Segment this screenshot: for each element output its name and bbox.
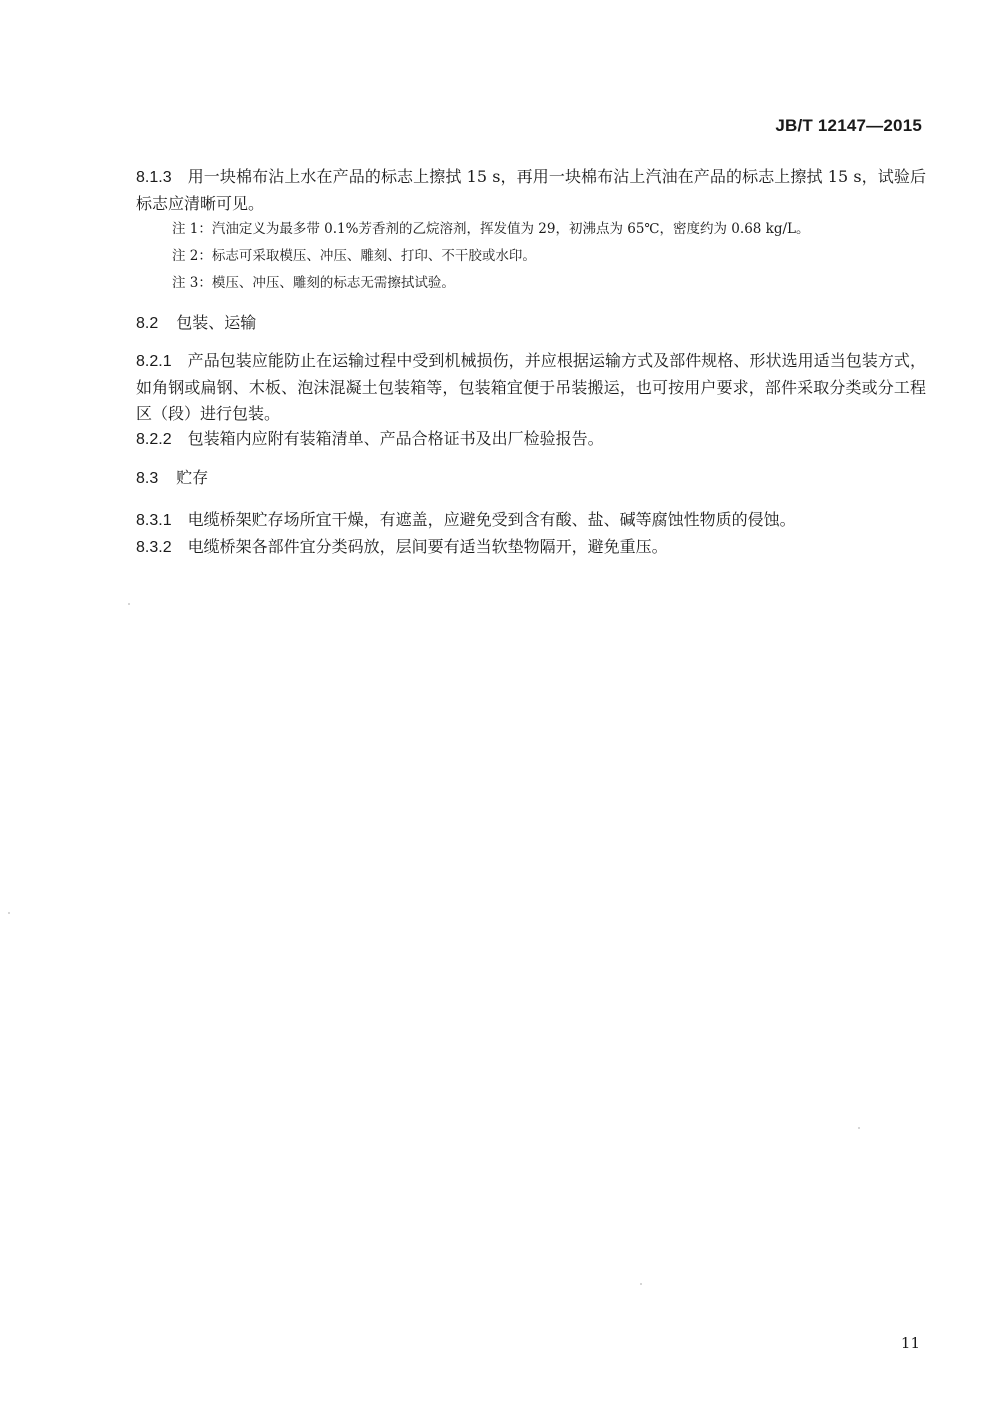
- note-text: 模压、冲压、雕刻的标志无需擦拭试验。: [211, 275, 455, 291]
- clause-number: 8.3.2: [136, 539, 172, 556]
- clause-text: 电缆桥架各部件宜分类码放，层间要有适当软垫物隔开，避免重压。: [187, 537, 668, 556]
- page-number: 11: [900, 1334, 920, 1352]
- section-title: 贮存: [176, 468, 209, 487]
- scan-speck: [640, 1283, 642, 1285]
- section-title: 包装、运输: [176, 313, 257, 332]
- clause-8-2-2: [136, 426, 926, 453]
- scan-speck: [858, 1127, 860, 1129]
- note-label: 注 1：: [172, 221, 212, 237]
- clause-text: 包装箱内应附有装箱清单、产品合格证书及出厂检验报告。: [187, 429, 604, 448]
- clause-text: 用一块棉布沾上水在产品的标志上擦拭 15 s，再用一块棉布沾上汽油在产品的标志上擦拭 15 s，试验后标志应清晰可见。: [136, 167, 926, 213]
- clause-number: 8.1.3: [136, 169, 172, 186]
- note-2: [172, 246, 932, 266]
- clause-number: 8.2.1: [136, 353, 172, 370]
- note-text: 标志可采取模压、冲压、雕刻、打印、不干胶或水印。: [211, 248, 536, 264]
- clause-number: 8.3.1: [136, 512, 172, 529]
- clause-text: 电缆桥架贮存场所宜干燥，有遮盖，应避免受到含有酸、盐、碱等腐蚀性物质的侵蚀。: [187, 510, 796, 529]
- scan-speck: [128, 603, 130, 605]
- note-text: 汽油定义为最多带 0.1%芳香剂的乙烷溶剂，挥发值为 29，初沸点为 65℃，密度约为 0.68 kg/L。: [211, 221, 810, 237]
- note-3: [172, 273, 932, 293]
- clause-number: 8.2.2: [136, 431, 172, 448]
- clause-8-3-2: [136, 534, 926, 561]
- scan-speck: [8, 912, 10, 914]
- note-label: 注 3：: [172, 275, 212, 291]
- standard-code: JB/T 12147—2015: [775, 116, 922, 135]
- clause-8-3-1: [136, 507, 926, 534]
- note-label: 注 2：: [172, 248, 212, 264]
- clause-8-2-1: [136, 348, 926, 427]
- note-1: [172, 219, 932, 239]
- section-heading-8-2: [136, 311, 256, 336]
- section-number: 8.2: [136, 315, 159, 332]
- clause-text: 产品包装应能防止在运输过程中受到机械损伤，并应根据运输方式及部件规格、形状选用适当包装方式，如角钢或扁钢、木板、泡沫混凝土包装箱等，包装箱宜便于吊装搬运，也可按用户要求，部件采取分类或分工程区（段）进行包装。: [136, 351, 926, 423]
- section-number: 8.3: [136, 470, 159, 487]
- section-heading-8-3: [136, 466, 208, 491]
- clause-8-1-3: [136, 164, 926, 217]
